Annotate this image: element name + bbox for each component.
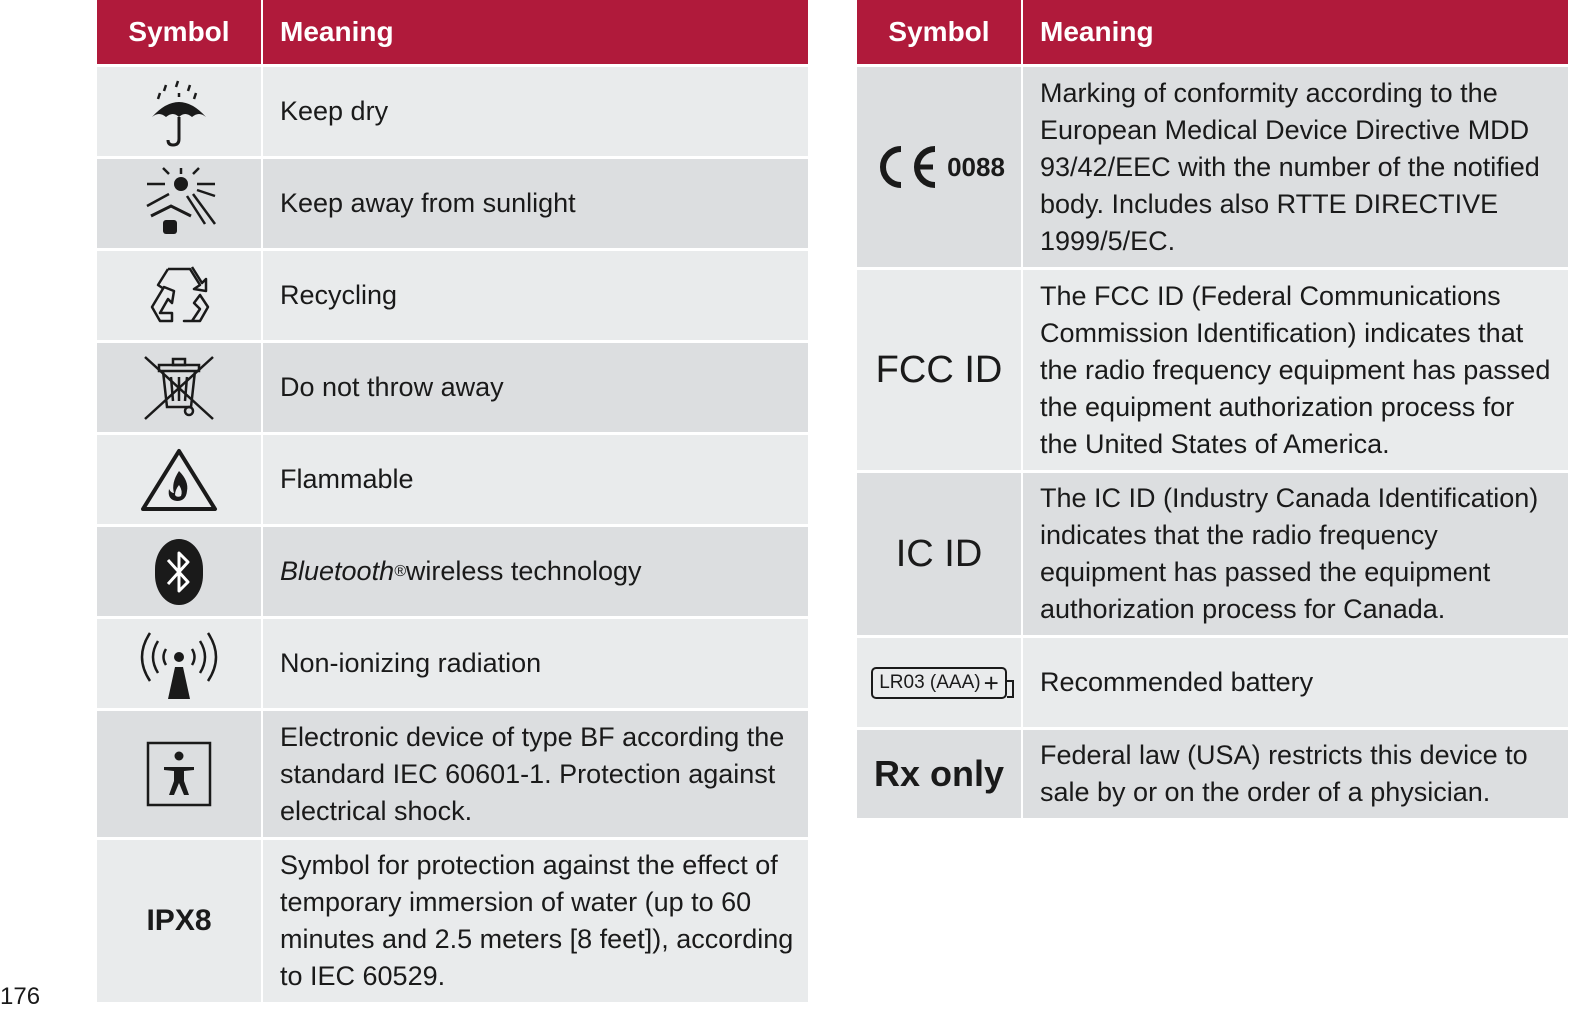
header-meaning: Meaning — [280, 16, 394, 47]
table-row — [857, 267, 1568, 470]
table-row — [97, 837, 808, 1002]
ipx8-symbol: IPX8 — [146, 904, 212, 937]
table-row — [97, 708, 808, 837]
page-number: 176 — [0, 983, 41, 1010]
table-row — [97, 64, 808, 156]
meaning-rest: wireless technology — [405, 556, 642, 586]
symbols-table-right — [857, 0, 1568, 818]
meaning-text: Do not throw away — [280, 372, 504, 402]
table-header — [97, 0, 808, 64]
rx-only-symbol: Rx only — [873, 753, 1005, 794]
header-symbol: Symbol — [857, 0, 1023, 64]
meaning-text: Symbol for protection against the effect of temporary immersion of water (up to 60 minutes and 2.5 meters [8 feet]), according to IEC 60529. — [280, 850, 794, 991]
table-row — [97, 432, 808, 524]
meaning-text: Federal law (USA) restricts this device to sale by or on the order of a physician. — [1040, 740, 1528, 807]
ic-id-symbol: IC ID — [895, 532, 983, 575]
meaning-text — [263, 527, 808, 616]
fcc-id-symbol: FCC ID — [875, 348, 1003, 391]
meaning-text: Recommended battery — [1040, 667, 1314, 697]
crossed-bin-icon — [141, 353, 217, 423]
table-row — [857, 470, 1568, 635]
sunlight-icon — [139, 166, 219, 242]
battery-terminal — [1007, 680, 1014, 698]
bluetooth-icon — [154, 538, 204, 606]
table-header — [857, 0, 1568, 64]
battery-plus-sign: + — [983, 667, 999, 698]
battery-label: LR03 (AAA) — [879, 671, 981, 693]
type-bf-icon — [146, 741, 212, 807]
table-row — [857, 64, 1568, 267]
meaning-text: Flammable — [280, 464, 414, 494]
flammable-icon — [139, 447, 219, 513]
table-row — [857, 727, 1568, 818]
meaning-text: Keep away from sunlight — [280, 188, 576, 218]
bluetooth-word: Bluetooth — [280, 556, 395, 586]
meaning-text: Marking of conformity according to the European Medical Device Directive MDD 93/42/EEC with the number of the notified body. Includes also RTTE DIRECTIVE 1999/5/EC. — [1040, 77, 1540, 256]
header-meaning: Meaning — [1040, 16, 1154, 47]
header-symbol: Symbol — [97, 0, 263, 64]
meaning-text: Non-ionizing radiation — [280, 648, 542, 678]
table-row — [97, 524, 808, 616]
table-row — [97, 340, 808, 432]
table-row — [97, 156, 808, 248]
ce-mark-icon — [873, 143, 939, 191]
meaning-text: Recycling — [280, 280, 398, 310]
meaning-text: The FCC ID (Federal Communications Commission Identification) indicates that the radio frequency equipment has passed the equipment authorization process for the United States of America. — [1040, 280, 1551, 459]
table-row — [857, 635, 1568, 727]
battery-icon — [871, 667, 1007, 699]
table-row — [97, 616, 808, 708]
meaning-text: Electronic device of type BF according the standard IEC 60601-1. Protection against electrical shock. — [280, 721, 785, 826]
meaning-text: Keep dry — [280, 96, 389, 126]
non-ionizing-radiation-icon — [138, 627, 220, 701]
symbols-table-left — [97, 0, 808, 1002]
meaning-text: The IC ID (Industry Canada Identification) indicates that the radio frequency equipment has passed the equipment authorization process for Canada. — [1040, 483, 1539, 624]
registered-mark: ® — [394, 563, 406, 580]
notified-body-number: 0088 — [947, 151, 1005, 182]
table-row — [97, 248, 808, 340]
recycling-icon — [144, 263, 214, 329]
umbrella-icon — [144, 77, 214, 147]
